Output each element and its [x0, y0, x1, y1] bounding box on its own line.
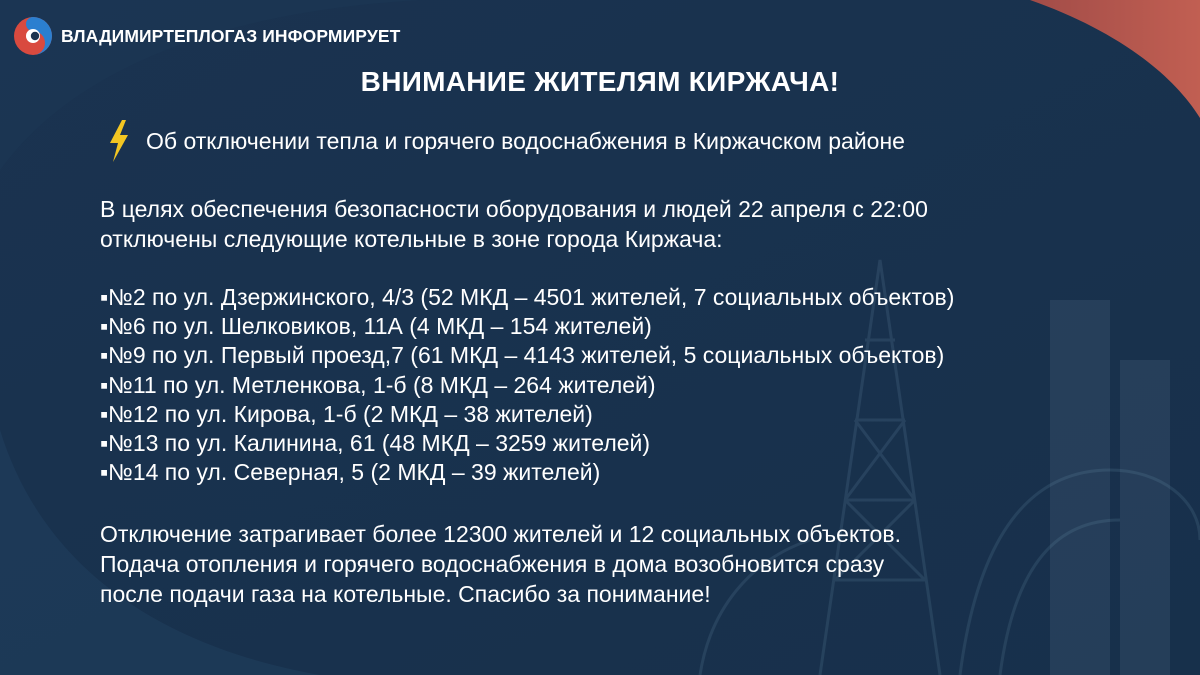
footer-paragraph [100, 519, 901, 609]
lightning-bolt-icon [108, 120, 130, 162]
intro-line: В целях обеспечения безопасности оборудования и людей 22 апреля с 22:00 [100, 196, 928, 222]
subtitle-row [108, 120, 905, 162]
list-item: ▪№14 по ул. Северная, 5 (2 МКД – 39 жителей) [100, 459, 601, 486]
boiler-list [100, 283, 954, 487]
header [12, 14, 400, 58]
footer-line: после подачи газа на котельные. Спасибо за понимание! [100, 581, 711, 607]
intro-paragraph [100, 194, 928, 254]
list-item: ▪№2 по ул. Дзержинского, 4/3 (52 МКД – 4501 жителей, 7 социальных объектов) [100, 284, 955, 310]
brand-name: ВЛАДИМИРТЕПЛОГАЗ ИНФОРМИРУЕТ [61, 25, 401, 46]
page-title: ВНИМАНИЕ ЖИТЕЛЯМ КИРЖАЧА! [360, 66, 840, 97]
list-item: ▪№11 по ул. Метленкова, 1-б (8 МКД – 264 жителей) [100, 371, 656, 398]
list-item: ▪№9 по ул. Первый проезд,7 (61 МКД – 4143 жителей, 5 социальных объектов) [100, 342, 945, 369]
vtg-swirl-logo-icon [12, 15, 54, 57]
list-item: ▪№13 по ул. Калинина, 61 (48 МКД – 3259 жителей) [100, 430, 651, 457]
footer-line: Отключение затрагивает более 12300 жителей и 12 социальных объектов. [100, 521, 901, 547]
intro-line: отключены следующие котельные в зоне города Киржача: [100, 226, 723, 252]
subtitle-text: Об отключении тепла и горячего водоснабжения в Киржачском районе [146, 127, 905, 154]
list-item: ▪№12 по ул. Кирова, 1-б (2 МКД – 38 жителей) [100, 400, 593, 427]
list-item: ▪№6 по ул. Шелковиков, 11А (4 МКД – 154 жителей) [100, 313, 652, 340]
footer-line: Подача отопления и горячего водоснабжения в дома возобновится сразу [100, 551, 885, 577]
